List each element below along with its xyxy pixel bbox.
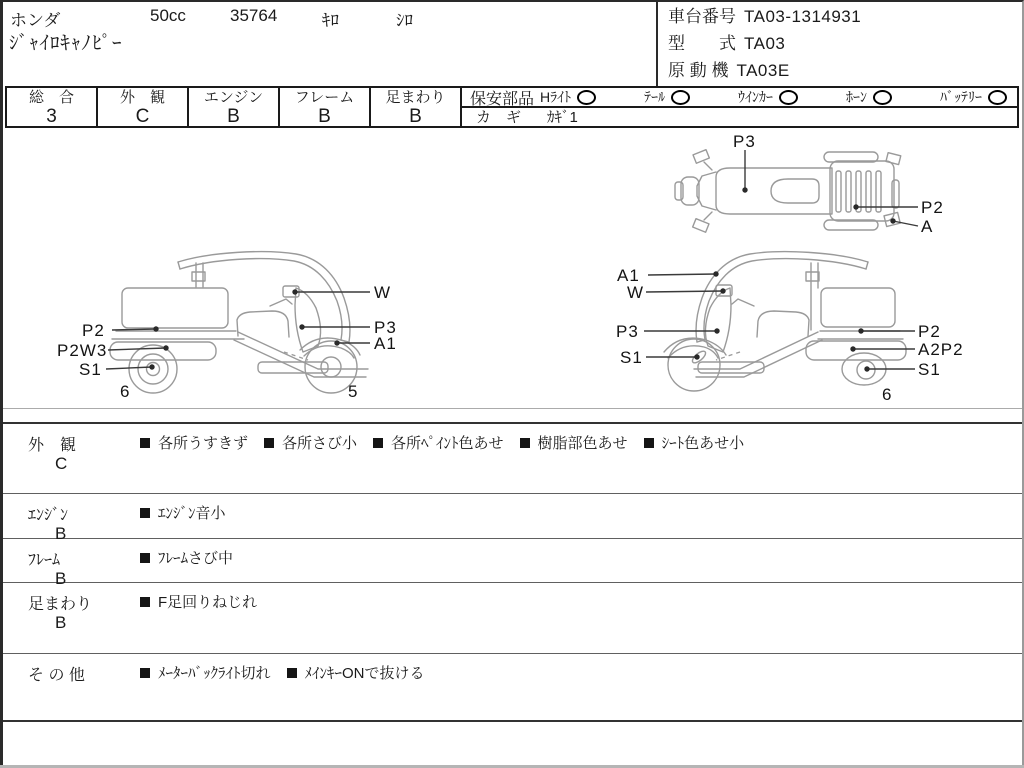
right-view-code-s1-rear: S1 (918, 360, 941, 379)
note-section-grade: C (55, 454, 68, 473)
grade-label: フレーム (294, 89, 355, 106)
right-view-code-w: W (627, 283, 645, 302)
right-view-code-a2p2: A2P2 (918, 340, 964, 359)
grade-label: 総 合 (28, 89, 74, 106)
left-view-code-p2: P2 (82, 321, 105, 340)
note-section-label: そ の 他 (28, 667, 85, 684)
grade-value: 3 (46, 106, 57, 127)
safety-item-headlight (540, 87, 596, 107)
note-item: 樹脂部色あせ (520, 432, 628, 453)
right-view-code-p3: P3 (616, 322, 639, 341)
safety-item-label: ﾎｰﾝ (846, 89, 867, 105)
note-row-engine (0, 494, 1024, 543)
note-items (140, 662, 425, 683)
note-bullet-icon (644, 438, 654, 448)
note-item: ﾌﾚｰﾑさび中 (140, 547, 233, 568)
note-section-grade: B (55, 569, 67, 588)
right-view-code-p2: P2 (918, 322, 941, 341)
note-section-label: 足まわり (28, 596, 93, 613)
right-view-code-a1: A1 (617, 266, 640, 285)
left-view-code-p2w3: P2W3 (57, 341, 108, 360)
grade-value: B (409, 106, 422, 127)
safety-item-battery (940, 87, 1007, 107)
grade-value: B (318, 106, 331, 127)
note-items (140, 547, 233, 568)
grade-value: C (135, 106, 150, 127)
safety-item-horn (846, 87, 892, 107)
note-item: ｴﾝｼﾞﾝ音小 (140, 502, 226, 523)
left-view-code-s1: S1 (79, 360, 102, 379)
note-section-grade: B (55, 524, 67, 543)
model-code-value: TA03 (744, 34, 786, 53)
note-item: 各所さび小 (264, 432, 357, 453)
pass-circle-icon (577, 90, 596, 105)
top-view-code-a: A (921, 217, 934, 236)
note-bullet-icon (140, 438, 150, 448)
chassis-no-row (668, 3, 1018, 30)
pass-circle-icon (779, 90, 798, 105)
pass-circle-icon (988, 90, 1007, 105)
note-row-undercarriage (0, 583, 1024, 654)
note-item: 各所うすきず (140, 432, 248, 453)
body-color: ｼﾛ (396, 11, 413, 30)
note-item: F足回りねじれ (140, 591, 257, 612)
note-row-other (0, 654, 1024, 722)
note-item: 各所ﾍﾟｲﾝﾄ色あせ (373, 432, 504, 453)
safety-parts-box (462, 88, 1017, 126)
header-divider (656, 0, 658, 86)
safety-items (540, 87, 1007, 107)
note-bullet-icon (140, 553, 150, 563)
left-view-code-p3: P3 (374, 318, 397, 337)
mileage-unit: ｷﾛ (322, 11, 339, 30)
note-section-label: 外 観 (28, 437, 77, 454)
engine-code-label: 原 動 機 (668, 61, 729, 80)
grade-cell-overall (7, 88, 98, 126)
condition-notes (0, 422, 1024, 722)
displacement: 50cc (150, 6, 186, 25)
safety-item-label: Hﾗｲﾄ (540, 89, 572, 105)
right-view-labels (616, 266, 964, 404)
mileage-value: 35764 (230, 6, 278, 25)
maker-name: ホンダ (10, 11, 61, 30)
chassis-no-value: TA03-1314931 (744, 7, 862, 26)
note-item: ﾒｰﾀｰﾊﾞｯｸﾗｲﾄ切れ (140, 662, 271, 683)
note-items (140, 432, 744, 453)
left-view-code-w: W (374, 283, 392, 302)
safety-item-label: ﾊﾞｯﾃﾘｰ (939, 89, 982, 105)
grade-cell-undercarriage (371, 88, 462, 126)
note-section-label: ｴﾝｼﾞﾝ (28, 507, 69, 524)
note-section-grade: B (55, 613, 67, 632)
left-view-rear-tire-size: 6 (120, 382, 131, 401)
note-items (140, 591, 257, 612)
left-view-code-a1: A1 (374, 334, 397, 353)
safety-parts-title: 保安部品 (470, 90, 535, 108)
note-bullet-icon (373, 438, 383, 448)
key-label: カ ギ (476, 108, 522, 126)
grade-row (5, 86, 1019, 128)
note-bullet-icon (287, 668, 297, 678)
scooter-diagrams-svg (0, 128, 1024, 408)
note-item: ﾒｲﾝｷｰONで抜ける (287, 662, 425, 683)
grade-label: 外 観 (119, 89, 165, 106)
header-right (668, 3, 1018, 84)
top-view-drawing (675, 150, 901, 233)
safety-item-label: ｳｲﾝｶｰ (738, 89, 774, 105)
right-view-drawing (664, 252, 906, 391)
grade-label: エンジン (203, 89, 264, 106)
grade-label: 足まわり (385, 89, 446, 106)
note-bullet-icon (140, 508, 150, 518)
note-bullet-icon (140, 668, 150, 678)
safety-item-tail (644, 87, 690, 107)
note-bullet-icon (264, 438, 274, 448)
model-code-label: 型 式 (668, 34, 736, 53)
chassis-no-label: 車台番号 (668, 7, 736, 26)
top-view-code-p3: P3 (733, 132, 756, 151)
safety-item-winker (738, 87, 798, 107)
header-left (0, 0, 656, 86)
grade-cell-exterior (98, 88, 189, 126)
right-view-rear-tire-size: 6 (882, 385, 893, 404)
pass-circle-icon (671, 90, 690, 105)
right-view-code-s1-front: S1 (620, 348, 643, 367)
pass-circle-icon (873, 90, 892, 105)
model-code-row (668, 30, 1018, 57)
model-name: ｼﾞｬｲﾛｷｬﾉﾋﾟｰ (9, 33, 123, 54)
key-row (462, 108, 1017, 124)
note-section-label: ﾌﾚｰﾑ (28, 552, 61, 569)
grade-cell-frame (280, 88, 371, 126)
damage-diagrams (0, 128, 1024, 409)
note-bullet-icon (520, 438, 530, 448)
note-row-frame (0, 539, 1024, 588)
grade-cell-engine (189, 88, 280, 126)
safety-item-label: ﾃｰﾙ (644, 89, 666, 105)
engine-code-row (668, 57, 1018, 84)
note-item: ｼｰﾄ色あせ小 (644, 432, 745, 453)
note-items (140, 502, 226, 523)
engine-code-value: TA03E (736, 61, 790, 80)
grade-value: B (227, 106, 240, 127)
left-view-front-tire-size: 5 (348, 382, 359, 401)
key-value: ｶｷﾞ1 (547, 108, 578, 126)
safety-parts-row (462, 88, 1017, 108)
left-view-drawing (110, 252, 368, 393)
top-view-code-p2: P2 (921, 198, 944, 217)
note-row-exterior (0, 424, 1024, 494)
note-bullet-icon (140, 597, 150, 607)
